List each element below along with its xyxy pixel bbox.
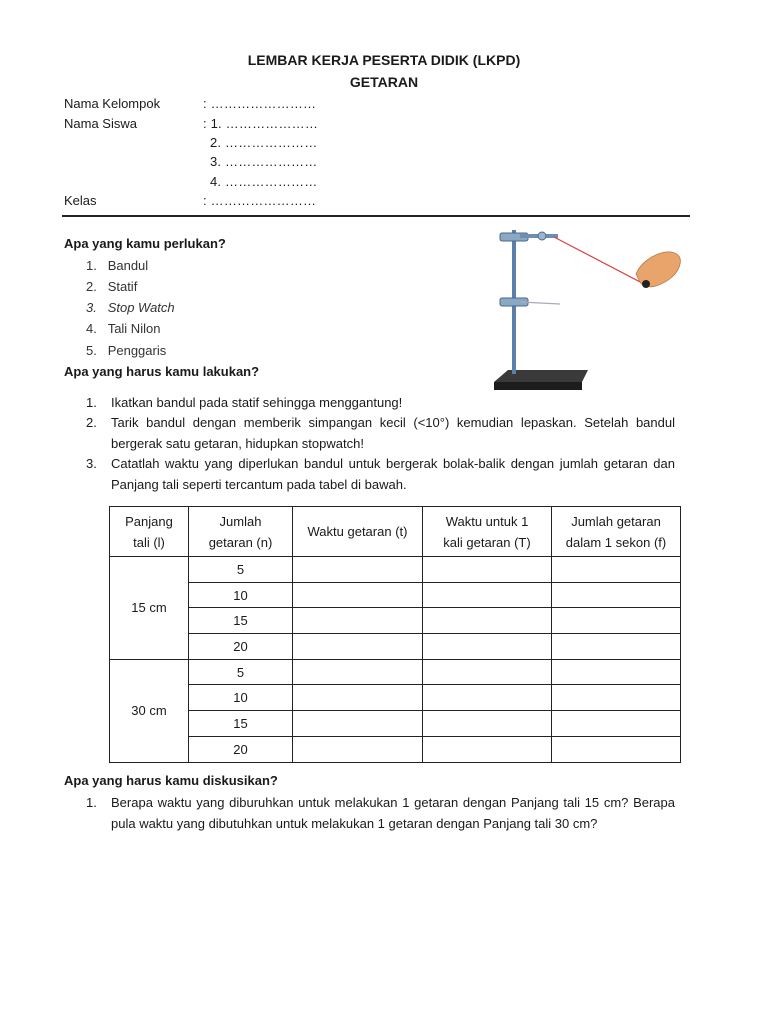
table-row [110, 659, 681, 685]
pendulum-string [554, 237, 644, 284]
student-name-3: 3. ………………… [210, 154, 318, 169]
empty-cell[interactable] [293, 685, 423, 711]
empty-cell[interactable] [552, 659, 681, 685]
student-name-4: 4. ………………… [210, 174, 318, 189]
empty-cell[interactable] [423, 685, 552, 711]
empty-cell[interactable] [423, 582, 552, 608]
procedure-step: 2. Tarik bandul dengan memberik simpangan kecil (<10°) kemudian lepaskan. Setelah bandul bergerak satu getaran, hidupkan stopwatch! [86, 415, 675, 451]
tool-item: 5. Penggaris [86, 343, 167, 358]
pendulum-apparatus-illustration [490, 224, 690, 396]
tools-heading: Apa yang kamu perlukan? [64, 236, 226, 251]
count-cell: 15 [189, 711, 293, 737]
empty-cell[interactable] [293, 608, 423, 634]
table-row [110, 736, 681, 762]
count-cell: 15 [189, 608, 293, 634]
table-row [110, 608, 681, 634]
length-cell: 30 cm [110, 659, 189, 762]
empty-cell[interactable] [552, 608, 681, 634]
student-name-label: Nama Siswa [64, 116, 137, 131]
empty-cell[interactable] [423, 557, 552, 583]
stand-base [494, 370, 588, 382]
group-name-label: Nama Kelompok [64, 96, 161, 111]
procedure-step: 3. Catatlah waktu yang diperlukan bandul untuk bergerak bolak-balik dengan jumlah getaran dan Panjang tali seperti tercantum pada tabel di bawah. [86, 456, 675, 492]
header-count: Jumlah getaran (n) [189, 507, 293, 557]
length-cell: 15 cm [110, 557, 189, 660]
procedure-step: 1. Ikatkan bandul pada statif sehingga menggantung! [86, 395, 403, 410]
empty-cell[interactable] [552, 711, 681, 737]
table-row [110, 557, 681, 583]
page-title: LEMBAR KERJA PESERTA DIDIK (LKPD) [247, 52, 521, 68]
class-value: : …………………… [203, 193, 317, 208]
table-row [110, 711, 681, 737]
student-name-1: : 1. ………………… [203, 116, 319, 131]
student-name-2: 2. ………………… [210, 135, 318, 150]
top-knob [538, 232, 546, 240]
empty-cell[interactable] [293, 557, 423, 583]
table-row [110, 634, 681, 660]
empty-cell[interactable] [293, 634, 423, 660]
tool-item: 2. Statif [86, 279, 138, 294]
tool-item: 4. Tali Nilon [86, 321, 161, 336]
empty-cell[interactable] [552, 634, 681, 660]
count-cell: 5 [189, 659, 293, 685]
count-cell: 20 [189, 634, 293, 660]
header-frequency: Jumlah getaran dalam 1 sekon (f) [552, 507, 681, 557]
page-subtitle: GETARAN [349, 74, 419, 90]
table-row [110, 582, 681, 608]
header-time: Waktu getaran (t) [293, 507, 423, 557]
empty-cell[interactable] [293, 582, 423, 608]
empty-cell[interactable] [423, 736, 552, 762]
empty-cell[interactable] [293, 711, 423, 737]
empty-cell[interactable] [423, 711, 552, 737]
count-cell: 5 [189, 557, 293, 583]
stand-base-edge [494, 382, 582, 390]
empty-cell[interactable] [552, 736, 681, 762]
count-cell: 10 [189, 582, 293, 608]
discussion-question: 1. Berapa waktu yang diburuhkan untuk melakukan 1 getaran dengan Panjang tali 15 cm? Berapa pula waktu yang dibutuhkan untuk melakukan 1 getaran dengan Panjang tali 30 cm? [86, 795, 675, 831]
table-row [110, 685, 681, 711]
group-name-value: : …………………… [203, 96, 317, 111]
empty-cell[interactable] [293, 736, 423, 762]
empty-cell[interactable] [552, 582, 681, 608]
table-header-row [110, 507, 681, 557]
pendulum-bob [642, 280, 650, 288]
procedure-heading: Apa yang harus kamu lakukan? [64, 364, 260, 379]
empty-cell[interactable] [423, 634, 552, 660]
header-length: Panjang tali (l) [110, 507, 189, 557]
empty-cell[interactable] [293, 659, 423, 685]
empty-cell[interactable] [552, 557, 681, 583]
tool-item: 1. Bandul [86, 258, 149, 273]
header-period: Waktu untuk 1 kali getaran (T) [423, 507, 552, 557]
hand [636, 252, 680, 287]
count-cell: 20 [189, 736, 293, 762]
class-label: Kelas [64, 193, 97, 208]
empty-cell[interactable] [552, 685, 681, 711]
section-divider [62, 215, 690, 217]
tool-item: 3. Stop Watch [86, 300, 175, 315]
discussion-heading: Apa yang harus kamu diskusikan? [64, 773, 278, 788]
empty-cell[interactable] [423, 659, 552, 685]
observation-table [109, 506, 681, 763]
empty-cell[interactable] [423, 608, 552, 634]
count-cell: 10 [189, 685, 293, 711]
